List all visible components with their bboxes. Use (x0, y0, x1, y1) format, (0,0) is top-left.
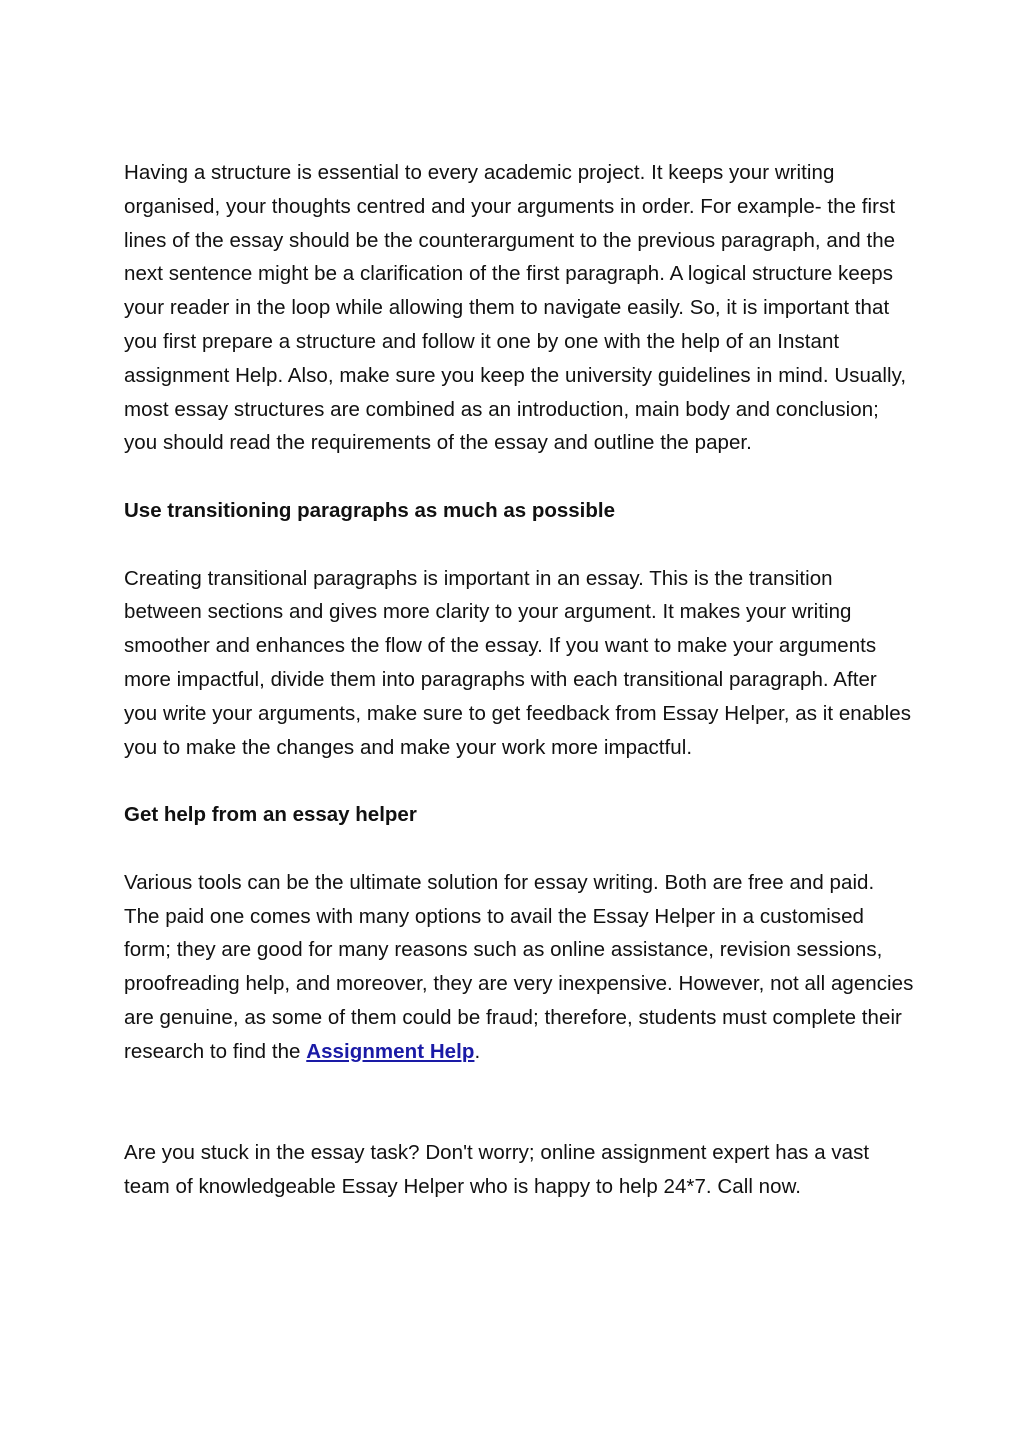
paragraph-tools-text: Various tools can be the ultimate solution for essay writing. Both are free and paid. The paid one comes with many options to avail the Essay Helper in a customised form; they are good for many reasons such as online assistance, revision sessions, proofreading help, and moreover, they are very inexpensive. However, not all agencies are genuine, as some of them could be fraud; therefore, students must complete their research to find the (124, 870, 914, 1063)
paragraph-transitional: Creating transitional paragraphs is important in an essay. This is the transition between sections and gives more clarity to your argument. It makes your writing smoother and enhances the flow of the essay. If you want to make your arguments more impactful, divide them into paragraphs with each transitional paragraph. After you write your arguments, make sure to get feedback from Essay Helper, as it enables you to make the changes and make your work more impactful. (124, 566, 911, 759)
document-body (124, 156, 914, 1204)
spacer (124, 528, 914, 562)
spacer (124, 1069, 914, 1137)
assignment-help-link[interactable]: Assignment Help (306, 1039, 475, 1063)
spacer (124, 832, 914, 866)
spacer (124, 764, 914, 798)
spacer (124, 460, 914, 494)
heading-essay-helper: Get help from an essay helper (124, 803, 417, 827)
paragraph-tools (124, 866, 914, 1069)
paragraph-tools-end: . (474, 1039, 481, 1063)
heading-transitioning-paragraphs: Use transitioning paragraphs as much as possible (124, 498, 615, 522)
paragraph-call-to-action: Are you stuck in the essay task? Don't worry; online assignment expert has a vast team of knowledgeable Essay Helper who is happy to help 24*7. Call now. (124, 1141, 870, 1198)
paragraph-structure: Having a structure is essential to every academic project. It keeps your writing organised, your thoughts centred and your arguments in order. For example- the first lines of the essay should be the counterargument to the previous paragraph, and the next sentence might be a clarification of the first paragraph. A logical structure keeps your reader in the loop while allowing them to navigate easily. So, it is important that you first prepare a structure and follow it one by one with the help of an Instant assignment Help. Also, make sure you keep the university guidelines in mind. Usually, most essay structures are combined as an introduction, main body and conclusion; you should read the requirements of the essay and outline the paper. (124, 161, 907, 455)
